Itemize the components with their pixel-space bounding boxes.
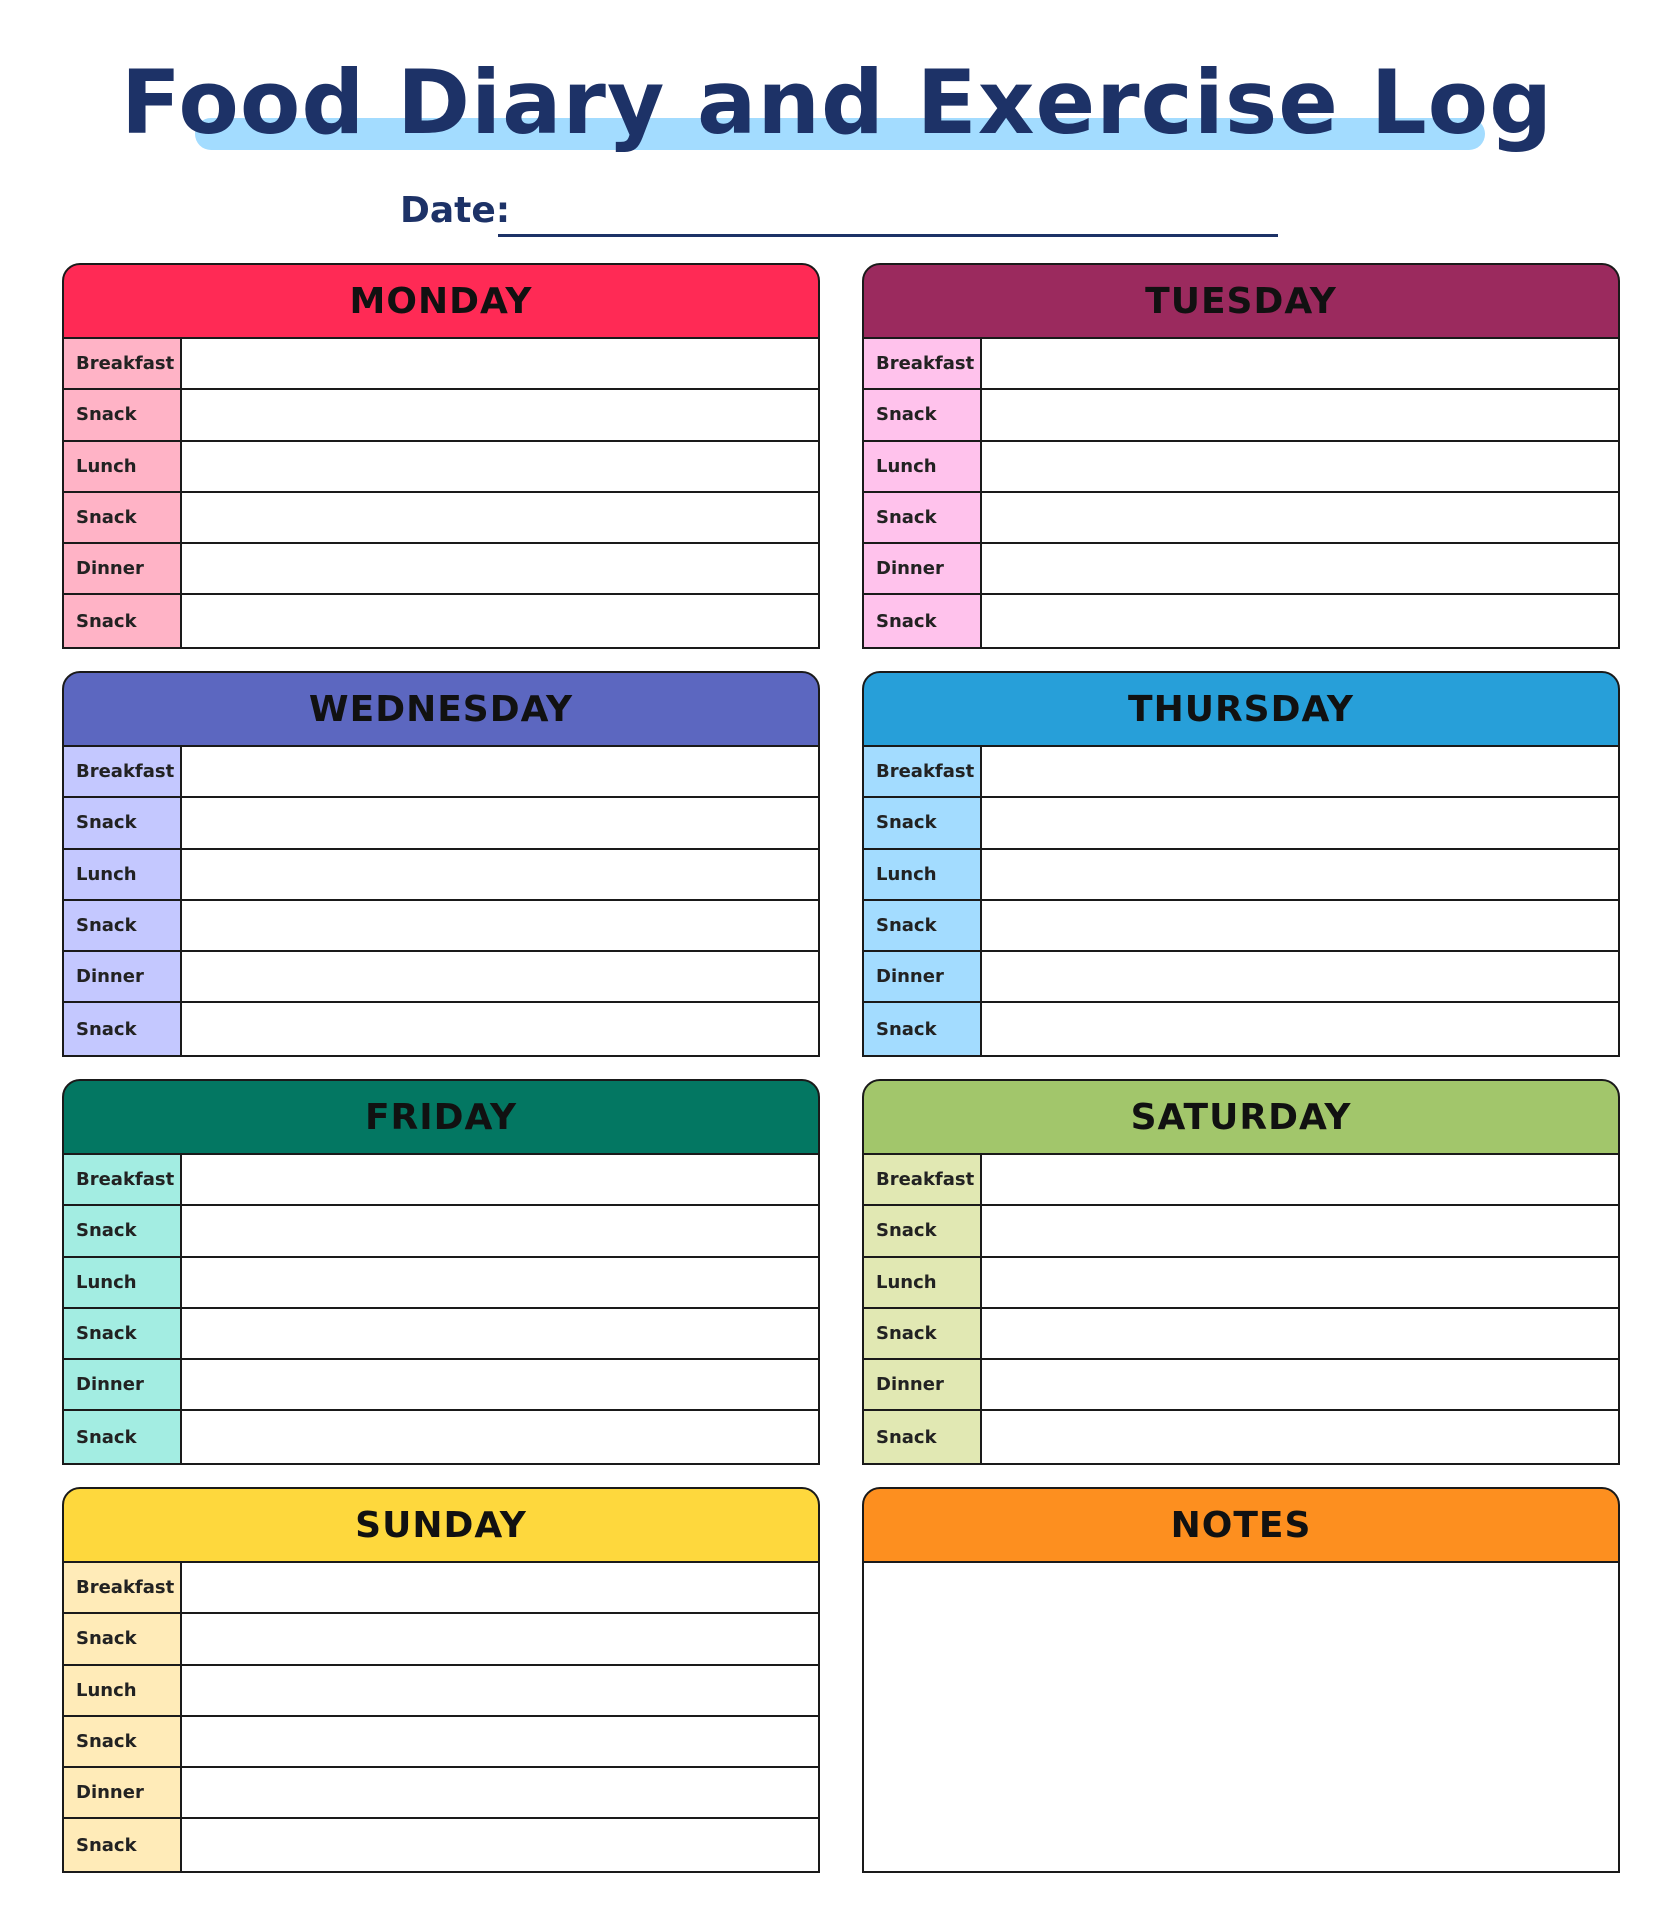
meal-row (864, 339, 1618, 390)
meal-label: Snack (64, 1003, 182, 1054)
meal-label: Breakfast (64, 1155, 182, 1204)
meal-label: Snack (64, 901, 182, 950)
meal-entry-field[interactable] (982, 747, 1618, 796)
meal-table (862, 747, 1620, 1057)
meal-entry-field[interactable] (182, 1360, 818, 1409)
meal-row (864, 1206, 1618, 1257)
day-title: THURSDAY (1128, 688, 1354, 730)
meal-entry-field[interactable] (982, 901, 1618, 950)
meal-entry-field[interactable] (982, 1360, 1618, 1409)
meal-row (864, 1003, 1618, 1054)
meal-row (864, 544, 1618, 595)
meal-entry-field[interactable] (182, 1206, 818, 1255)
meal-row (64, 1411, 818, 1462)
meal-label: Snack (864, 1206, 982, 1255)
day-header (62, 263, 820, 339)
meal-label: Breakfast (64, 747, 182, 796)
meal-label: Snack (64, 1717, 182, 1766)
meal-label: Snack (864, 390, 982, 439)
meal-row (864, 1411, 1618, 1462)
day-header (862, 1079, 1620, 1155)
day-card-tuesday (862, 263, 1620, 649)
meal-label: Snack (64, 798, 182, 847)
meal-label: Lunch (64, 1666, 182, 1715)
meal-label: Snack (864, 595, 982, 646)
meal-entry-field[interactable] (182, 901, 818, 950)
meal-label: Snack (64, 1206, 182, 1255)
meal-row (864, 952, 1618, 1003)
meal-label: Snack (864, 901, 982, 950)
meal-entry-field[interactable] (182, 1614, 818, 1663)
meal-row (864, 390, 1618, 441)
meal-entry-field[interactable] (982, 1309, 1618, 1358)
meal-row (64, 339, 818, 390)
meal-label: Breakfast (864, 339, 982, 388)
meal-label: Breakfast (64, 1563, 182, 1612)
meal-entry-field[interactable] (982, 493, 1618, 542)
notes-text-area[interactable] (862, 1563, 1620, 1873)
day-card-sunday (62, 1487, 820, 1873)
meal-row (64, 901, 818, 952)
day-header (862, 263, 1620, 339)
notes-header (862, 1487, 1620, 1563)
day-card-monday (62, 263, 820, 649)
meal-entry-field[interactable] (182, 798, 818, 847)
meal-entry-field[interactable] (182, 1666, 818, 1715)
meal-label: Snack (64, 1411, 182, 1462)
meal-row (64, 747, 818, 798)
meal-entry-field[interactable] (182, 952, 818, 1001)
meal-row (64, 1768, 818, 1819)
meal-label: Breakfast (864, 747, 982, 796)
meal-label: Snack (864, 493, 982, 542)
meal-label: Snack (864, 1003, 982, 1054)
meal-row (864, 1155, 1618, 1206)
title-area (0, 48, 1674, 158)
meal-row (64, 1003, 818, 1054)
meal-label: Snack (64, 390, 182, 439)
meal-row (64, 595, 818, 646)
meal-label: Lunch (864, 442, 982, 491)
meal-label: Snack (64, 1819, 182, 1870)
meal-row (864, 747, 1618, 798)
day-card-friday (62, 1079, 820, 1465)
meal-table (62, 1155, 820, 1465)
meal-entry-field[interactable] (982, 339, 1618, 388)
meal-row (64, 1360, 818, 1411)
meal-label: Snack (64, 595, 182, 646)
meal-label: Dinner (864, 952, 982, 1001)
meal-row (64, 1614, 818, 1665)
meal-row (864, 1360, 1618, 1411)
page-title: Food Diary and Exercise Log (120, 51, 1554, 154)
meal-entry-field[interactable] (182, 544, 818, 593)
meal-entry-field[interactable] (182, 1819, 818, 1870)
meal-table (62, 747, 820, 1057)
meal-entry-field[interactable] (982, 1206, 1618, 1255)
meal-entry-field[interactable] (182, 595, 818, 646)
meal-entry-field[interactable] (182, 339, 818, 388)
meal-entry-field[interactable] (182, 1768, 818, 1817)
meal-label: Snack (864, 1411, 982, 1462)
day-title: SUNDAY (355, 1504, 527, 1546)
meal-label: Snack (864, 798, 982, 847)
meal-row (64, 1206, 818, 1257)
meal-row (64, 952, 818, 1003)
meal-row (864, 595, 1618, 646)
day-title: WEDNESDAY (308, 688, 574, 730)
meal-table (862, 1155, 1620, 1465)
meal-row (864, 850, 1618, 901)
meal-entry-field[interactable] (982, 595, 1618, 646)
meal-label: Lunch (864, 850, 982, 899)
meal-entry-field[interactable] (182, 442, 818, 491)
meal-row (64, 850, 818, 901)
meal-entry-field[interactable] (182, 1717, 818, 1766)
day-card-saturday (862, 1079, 1620, 1465)
meal-row (64, 1309, 818, 1360)
meal-row (64, 1666, 818, 1717)
meal-entry-field[interactable] (982, 798, 1618, 847)
meal-entry-field[interactable] (982, 1411, 1618, 1462)
meal-row (864, 1258, 1618, 1309)
meal-row (64, 1819, 818, 1870)
day-header (862, 671, 1620, 747)
date-row (400, 186, 1280, 240)
day-title: TUESDAY (1145, 280, 1337, 322)
day-header (62, 1079, 820, 1155)
meal-label: Dinner (864, 1360, 982, 1409)
meal-row (864, 798, 1618, 849)
meal-row (64, 493, 818, 544)
day-title: MONDAY (349, 280, 533, 322)
meal-label: Breakfast (64, 339, 182, 388)
meal-entry-field[interactable] (982, 544, 1618, 593)
meal-label: Lunch (864, 1258, 982, 1307)
meal-entry-field[interactable] (982, 1258, 1618, 1307)
date-input-line[interactable] (498, 234, 1278, 237)
meal-entry-field[interactable] (982, 952, 1618, 1001)
meal-entry-field[interactable] (982, 1003, 1618, 1054)
meal-entry-field[interactable] (182, 1258, 818, 1307)
day-card-thursday (862, 671, 1620, 1057)
meal-entry-field[interactable] (182, 1155, 818, 1204)
meal-label: Snack (64, 1309, 182, 1358)
meal-row (864, 493, 1618, 544)
meal-row (64, 798, 818, 849)
notes-title: NOTES (1170, 1504, 1312, 1546)
meal-row (64, 1717, 818, 1768)
meal-entry-field[interactable] (182, 390, 818, 439)
notes-card (862, 1487, 1620, 1873)
meal-entry-field[interactable] (182, 850, 818, 899)
day-header (62, 671, 820, 747)
meal-label: Breakfast (864, 1155, 982, 1204)
meal-entry-field[interactable] (182, 747, 818, 796)
meal-label: Dinner (64, 1768, 182, 1817)
meal-entry-field[interactable] (182, 1563, 818, 1612)
meal-label: Snack (64, 493, 182, 542)
meal-row (64, 1563, 818, 1614)
meal-row (64, 1258, 818, 1309)
meal-table (62, 339, 820, 649)
meal-entry-field[interactable] (182, 1003, 818, 1054)
meal-row (64, 390, 818, 441)
meal-entry-field[interactable] (982, 850, 1618, 899)
meal-row (64, 544, 818, 595)
meal-entry-field[interactable] (182, 1411, 818, 1462)
meal-entry-field[interactable] (182, 493, 818, 542)
date-label: Date: (400, 190, 511, 231)
meal-table (62, 1563, 820, 1873)
meal-label: Dinner (64, 544, 182, 593)
meal-label: Dinner (864, 544, 982, 593)
meal-entry-field[interactable] (982, 1155, 1618, 1204)
meal-label: Dinner (64, 952, 182, 1001)
meal-label: Dinner (64, 1360, 182, 1409)
day-header (62, 1487, 820, 1563)
meal-label: Lunch (64, 1258, 182, 1307)
day-card-wednesday (62, 671, 820, 1057)
meal-row (864, 901, 1618, 952)
meal-entry-field[interactable] (982, 390, 1618, 439)
meal-row (64, 442, 818, 493)
meal-row (864, 1309, 1618, 1360)
meal-label: Lunch (64, 442, 182, 491)
meal-entry-field[interactable] (982, 442, 1618, 491)
meal-label: Snack (64, 1614, 182, 1663)
meal-row (864, 442, 1618, 493)
meal-label: Lunch (64, 850, 182, 899)
meal-label: Snack (864, 1309, 982, 1358)
meal-row (64, 1155, 818, 1206)
meal-table (862, 339, 1620, 649)
meal-entry-field[interactable] (182, 1309, 818, 1358)
day-title: SATURDAY (1130, 1096, 1352, 1138)
day-title: FRIDAY (364, 1096, 518, 1138)
